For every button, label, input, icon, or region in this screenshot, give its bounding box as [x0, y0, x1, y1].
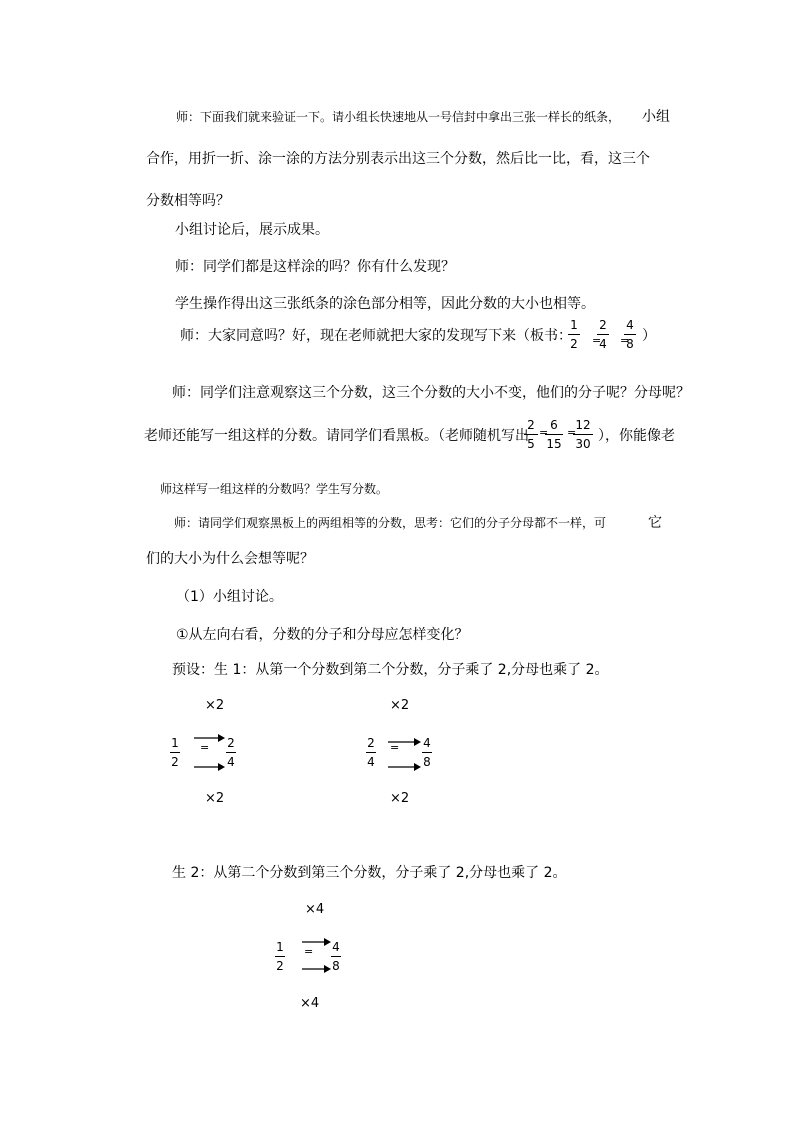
- fraction-bar: [226, 752, 236, 753]
- paragraph-line: 师：大家同意吗？好，现在老师就把大家的发现写下来（板书：: [180, 328, 572, 344]
- paragraph-line: 学生操作得出这三张纸条的涂色部分相等，因此分数的大小也相等。: [175, 296, 595, 312]
- paragraph-line: 小组: [642, 109, 670, 125]
- paragraph-line: 分数相等吗？: [146, 193, 230, 209]
- numerator: 4: [626, 318, 634, 332]
- equals-sign: =: [539, 426, 549, 439]
- numerator: 1: [276, 940, 284, 954]
- fraction-bar: [331, 956, 341, 957]
- fraction-bar: [597, 334, 609, 335]
- fraction: [545, 418, 563, 451]
- paragraph-line: 师：同学们注意观察这三个分数，这三个分数的大小不变，他们的分子呢？分母呢？: [172, 385, 690, 401]
- arrow-right-icon: [302, 964, 332, 974]
- numerator: 1: [171, 736, 179, 750]
- fraction: [226, 736, 236, 769]
- arrow-right-icon: [194, 733, 226, 743]
- paragraph-line: 它: [648, 515, 662, 531]
- fraction: [573, 418, 593, 451]
- denominator: 8: [332, 959, 340, 973]
- paragraph-line: 生 2：从第二个分数到第三个分数，分子乘了 2,分母也乘了 2。: [172, 865, 567, 881]
- equals-sign: =: [592, 334, 602, 347]
- multiplier-label: ×2: [390, 698, 410, 713]
- fraction: [422, 736, 432, 769]
- equals-sign: =: [567, 426, 577, 439]
- numerator: 6: [550, 418, 558, 432]
- numerator: 2: [367, 736, 375, 750]
- denominator: 2: [570, 337, 578, 351]
- denominator: 15: [546, 437, 562, 451]
- fraction-bar: [573, 434, 593, 435]
- denominator: 4: [599, 337, 607, 351]
- fraction: [170, 736, 180, 769]
- fraction: [624, 318, 636, 351]
- numerator: 2: [227, 736, 235, 750]
- fraction-bar: [524, 434, 538, 435]
- fraction: [597, 318, 609, 351]
- fraction: [524, 418, 538, 451]
- fraction-bar: [568, 334, 580, 335]
- paragraph-line: ）: [642, 328, 656, 344]
- numerator: 4: [332, 940, 340, 954]
- denominator: 2: [276, 959, 284, 973]
- denominator: 4: [367, 755, 375, 769]
- paragraph-line: 老师还能写一组这样的分数。请同学们看黑板。（老师随机写出: [144, 428, 529, 444]
- numerator: 4: [423, 736, 431, 750]
- numerator: 2: [599, 318, 607, 332]
- multiplier-label: ×4: [305, 902, 325, 917]
- paragraph-line: 师：同学们都是这样涂的吗？你有什么发现？: [175, 259, 455, 275]
- multiplier-label: ×2: [205, 698, 225, 713]
- denominator: 30: [575, 437, 591, 451]
- equals-sign: =: [304, 945, 314, 958]
- paragraph-line: ），你能像老: [598, 428, 675, 444]
- paragraph-line: 预设：生 1：从第一个分数到第二个分数，分子乘了 2,分母也乘了 2。: [172, 662, 609, 678]
- fraction: [366, 736, 376, 769]
- fraction-bar: [624, 334, 636, 335]
- arrow-right-icon: [388, 762, 422, 772]
- paragraph-line: 师：下面我们就来验证一下。请小组长快速地从一号信封中拿出三张一样长的纸条，: [176, 110, 621, 124]
- paragraph-line: 们的大小为什么会想等呢？: [146, 551, 314, 567]
- numerator: 12: [575, 418, 591, 432]
- fraction: [568, 318, 580, 351]
- denominator: 4: [227, 755, 235, 769]
- fraction-bar: [545, 434, 563, 435]
- fraction: [275, 940, 285, 973]
- multiplier-label: ×2: [205, 791, 225, 806]
- multiplier-label: ×4: [300, 996, 320, 1011]
- fraction-bar: [366, 752, 376, 753]
- denominator: 5: [527, 437, 535, 451]
- multiplier-label: ×2: [390, 791, 410, 806]
- fraction-bar: [170, 752, 180, 753]
- numerator: 2: [527, 418, 535, 432]
- equals-sign: =: [200, 741, 210, 754]
- fraction-bar: [275, 956, 285, 957]
- paragraph-line: 小组讨论后，展示成果。: [175, 222, 329, 238]
- paragraph-line: 师这样写一组这样的分数吗？学生写分数。: [160, 482, 389, 496]
- paragraph-line: （1）小组讨论。: [176, 589, 283, 605]
- denominator: 8: [423, 755, 431, 769]
- arrow-right-icon: [194, 762, 226, 772]
- numerator: 1: [570, 318, 578, 332]
- denominator: 2: [171, 755, 179, 769]
- fraction-bar: [422, 752, 432, 753]
- denominator: 8: [626, 337, 634, 351]
- fraction: [331, 940, 341, 973]
- paragraph-line: ①从左向右看，分数的分子和分母应怎样变化？: [176, 627, 469, 643]
- equals-sign: =: [620, 334, 630, 347]
- equals-sign: =: [390, 741, 400, 754]
- paragraph-line: 合作，用折一折、涂一涂的方法分别表示出这三个分数，然后比一比，看，这三个: [146, 151, 650, 167]
- paragraph-line: 师：请同学们观察黑板上的两组相等的分数，思考：它们的分子分母都不一样，可: [174, 516, 607, 530]
